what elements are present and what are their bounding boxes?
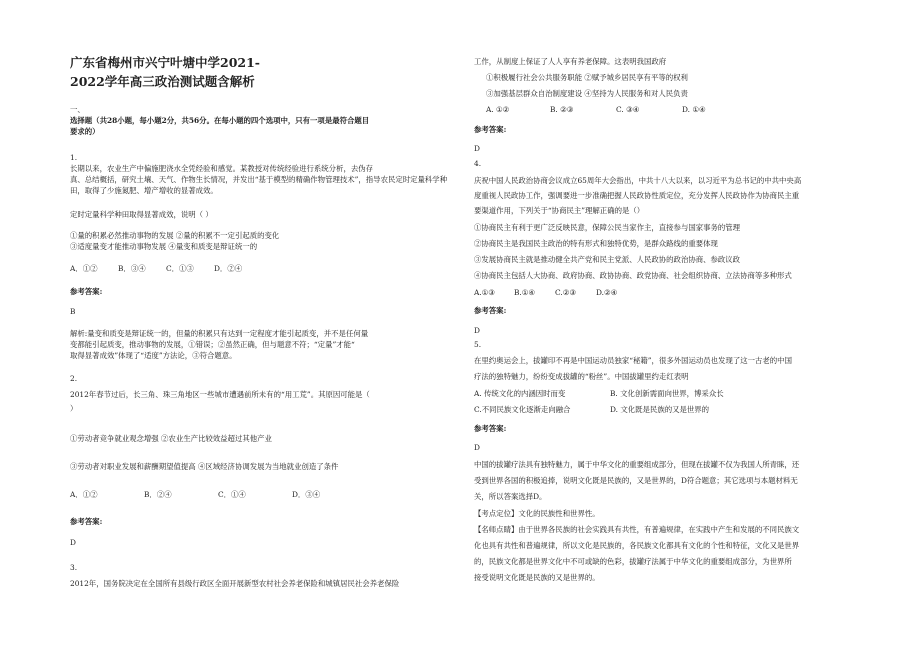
q5-option-b: B. 文化创新需面向世界，博采众长	[610, 389, 724, 398]
q5-answer-label: 参考答案:	[474, 424, 507, 433]
q5-number: 5.	[474, 340, 482, 349]
q4-stem-1: 庆祝中国人民政治协商会议成立65周年大会指出，中共十八大以来，以习近平为总书记的中共中央高	[474, 176, 802, 185]
q2-options	[70, 489, 366, 500]
q1-option-c: C．①③	[166, 264, 194, 273]
q5-mingshi-1: 【名师点睛】由于世界各民族的社会实践具有共性，有普遍规律，在实践中产生和发展的不同民族文	[474, 525, 800, 534]
doc-title-line2: 2022学年高三政治测试题含解析	[70, 74, 255, 89]
q1-options	[70, 263, 262, 274]
q3-option-b: B. ②③	[550, 105, 574, 114]
q4-number: 4.	[474, 159, 482, 168]
q2-option-c: C．①④	[218, 490, 246, 499]
q5-option-c: C.不同民族文化逐渐走向融合	[474, 405, 571, 414]
q5-mingshi-4: 接受说明文化既是民族的又是世界的。	[474, 573, 600, 582]
q4-option-c: C.②③	[555, 288, 576, 297]
q2-option-a: A．①②	[70, 490, 98, 499]
q5-stem-2: 疗法的独特魅力，纷纷变成拔罐的“粉丝”。中国拔罐里约走红表明	[474, 372, 689, 381]
q2-answer-label: 参考答案:	[70, 517, 103, 526]
q2-stem-1: 2012年春节过后，长三角、珠三角地区一些城市遭遇前所未有的“用工荒”。其原因可能是（	[70, 390, 370, 399]
q2-choice-2: ③劳动者对职业发展和薪酬期望值提高 ④区域经济协调发展为当地就业创造了条件	[70, 462, 339, 471]
q2-number: 2.	[70, 374, 78, 383]
q4-answer: D	[474, 326, 480, 335]
q4-option-a: A.①③	[474, 288, 495, 297]
q5-answer: D	[474, 443, 480, 452]
q3-option-a: A. ①②	[486, 105, 510, 114]
q5-option-a: A. 传统文化的内涵因时而变	[474, 389, 566, 398]
q1-answer: B	[70, 307, 76, 316]
q3-option-c: C. ③④	[616, 105, 640, 114]
q4-options	[474, 287, 636, 298]
q1-explain-2: 变都能引起质变，推动事物的发展，①错误；②虽然正确，但与题意不符；“定量”才能“	[70, 340, 355, 349]
q5-stem-1: 在里约奥运会上，拔罐印不再是中国运动员独家“秘籍”，很多外国运动员也发现了这一古老的中国	[474, 356, 792, 365]
q4-answer-label: 参考答案:	[474, 306, 507, 315]
q3-answer-label: 参考答案:	[474, 125, 507, 134]
q4-stem-3: 要渠道作用，下列关于“协商民主”理解正确的是（）	[474, 206, 645, 215]
q1-stem-3: 田，取得了少施氮肥、增产增收的显著成效。	[70, 186, 218, 195]
doc-title-line1: 广东省梅州市兴宁叶塘中学2021-	[70, 55, 260, 70]
q1-choice-2: ③适度量变才能推动事物发展 ④量变和质变是辩证统一的	[70, 242, 258, 251]
q1-explain-3: 取得显著成效”体现了“适度”方法论，③符合题意。	[70, 351, 237, 360]
q5-kaodian: 【考点定位】文化的民族性和世界性。	[474, 509, 600, 518]
q1-option-d: D．②④	[214, 264, 243, 273]
q3-choice-2: ③加强基层群众自治制度建设 ④坚持为人民服务和对人民负责	[486, 89, 688, 98]
section-desc-2: 要求的）	[70, 127, 100, 136]
q2-stem-2: ）	[70, 404, 78, 413]
q1-explain-1: 解析:量变和质变是辩证统一的，但量的积累只有达到一定程度才能引起质变，并不是任何量	[70, 329, 369, 338]
q1-number: 1.	[70, 153, 78, 162]
q5-option-d: D. 文化既是民族的又是世界的	[610, 405, 710, 414]
q5-explain-1: 中国的拔罐疗法具有独特魅力，属于中华文化的重要组成部分，但现在拔罐不仅为我国人所青睐，还	[474, 460, 800, 469]
q2-option-d: D．③④	[292, 490, 321, 499]
q3-options	[486, 104, 742, 115]
q3-stem-right: 工作，从制度上保证了人人享有养老保障。这表明我国政府	[474, 57, 667, 66]
q5-explain-2: 受到世界各国的积极追捧，说明文化既是民族的，又是世界的，D符合题意；其它选项与本题材料无	[474, 476, 798, 485]
q3-option-d: D. ①④	[682, 105, 706, 114]
q2-answer: D	[70, 538, 76, 547]
q1-question: 定时定量科学种田取得显著成效，说明（ ）	[70, 210, 213, 219]
q5-mingshi-2: 化也具有共性和普遍规律，所以文化是民族的，各民族文化都具有文化的个性和特征，文化又是世界	[474, 541, 800, 550]
section-heading: 一、	[70, 105, 85, 114]
q1-stem-1: 长期以来，农业生产中偏施肥浇水全凭经验和感觉。某教授对传统经验进行系统分析，去伪存	[70, 164, 374, 173]
q3-choice-1: ①积极履行社会公共服务职能 ②赋予城乡居民享有平等的权利	[486, 73, 688, 82]
q1-option-a: A．①②	[70, 264, 98, 273]
q1-stem-2: 真、总结概括，研究土壤、天气、作物生长情况，并发出“基于模型的精确作物管理技术”，指导农民定时定量科学种	[70, 175, 448, 184]
q2-choice-1: ①劳动者竞争就业观念增强 ②农业生产比较效益超过其他产业	[70, 434, 272, 443]
q1-option-b: B．③④	[118, 264, 146, 273]
q3-stem-left: 2012年，国务院决定在全国所有县级行政区全面开展新型农村社会养老保险和城镇居民社会养老保险	[70, 579, 400, 588]
q5-mingshi-3: 的，民族文化都是世界文化中不可或缺的色彩，拔罐疗法属于中华文化的重要组成部分，为世界所	[474, 557, 792, 566]
q1-choice-1: ①量的积累必然推动事物的发展 ②量的积累不一定引起质的变化	[70, 231, 280, 240]
q4-choice-4: ④协商民主包括人大协商、政府协商、政协协商、政党协商、社会组织协商、立法协商等多种形式	[474, 271, 792, 280]
q4-stem-2: 度重视人民政协工作，强调要进一步准确把握人民政协性质定位，充分发挥人民政协作为协商民主重	[474, 191, 800, 200]
q4-option-d: D.②④	[596, 288, 618, 297]
q1-answer-label: 参考答案:	[70, 287, 103, 296]
q4-option-b: B.①④	[514, 288, 536, 297]
q4-choice-3: ③发展协商民主就是推动健全共产党和民主党派、人民政协的政治协商、参政议政	[474, 255, 741, 264]
q2-option-b: B．②④	[144, 490, 172, 499]
q5-explain-3: 关，所以答案选择D。	[474, 492, 547, 501]
q3-number: 3.	[70, 563, 78, 572]
q3-answer: D	[474, 144, 480, 153]
q4-choice-1: ①协商民主有利于更广泛反映民意，保障公民当家作主，直接参与国家事务的管理	[474, 223, 741, 232]
q4-choice-2: ②协商民主是我国民主政治的特有形式和独特优势，是群众路线的重要体现	[474, 239, 718, 248]
section-desc-1: 选择题（共28小题，每小题2分，共56分。在每小题的四个选项中，只有一项是最符合题目	[70, 116, 370, 125]
